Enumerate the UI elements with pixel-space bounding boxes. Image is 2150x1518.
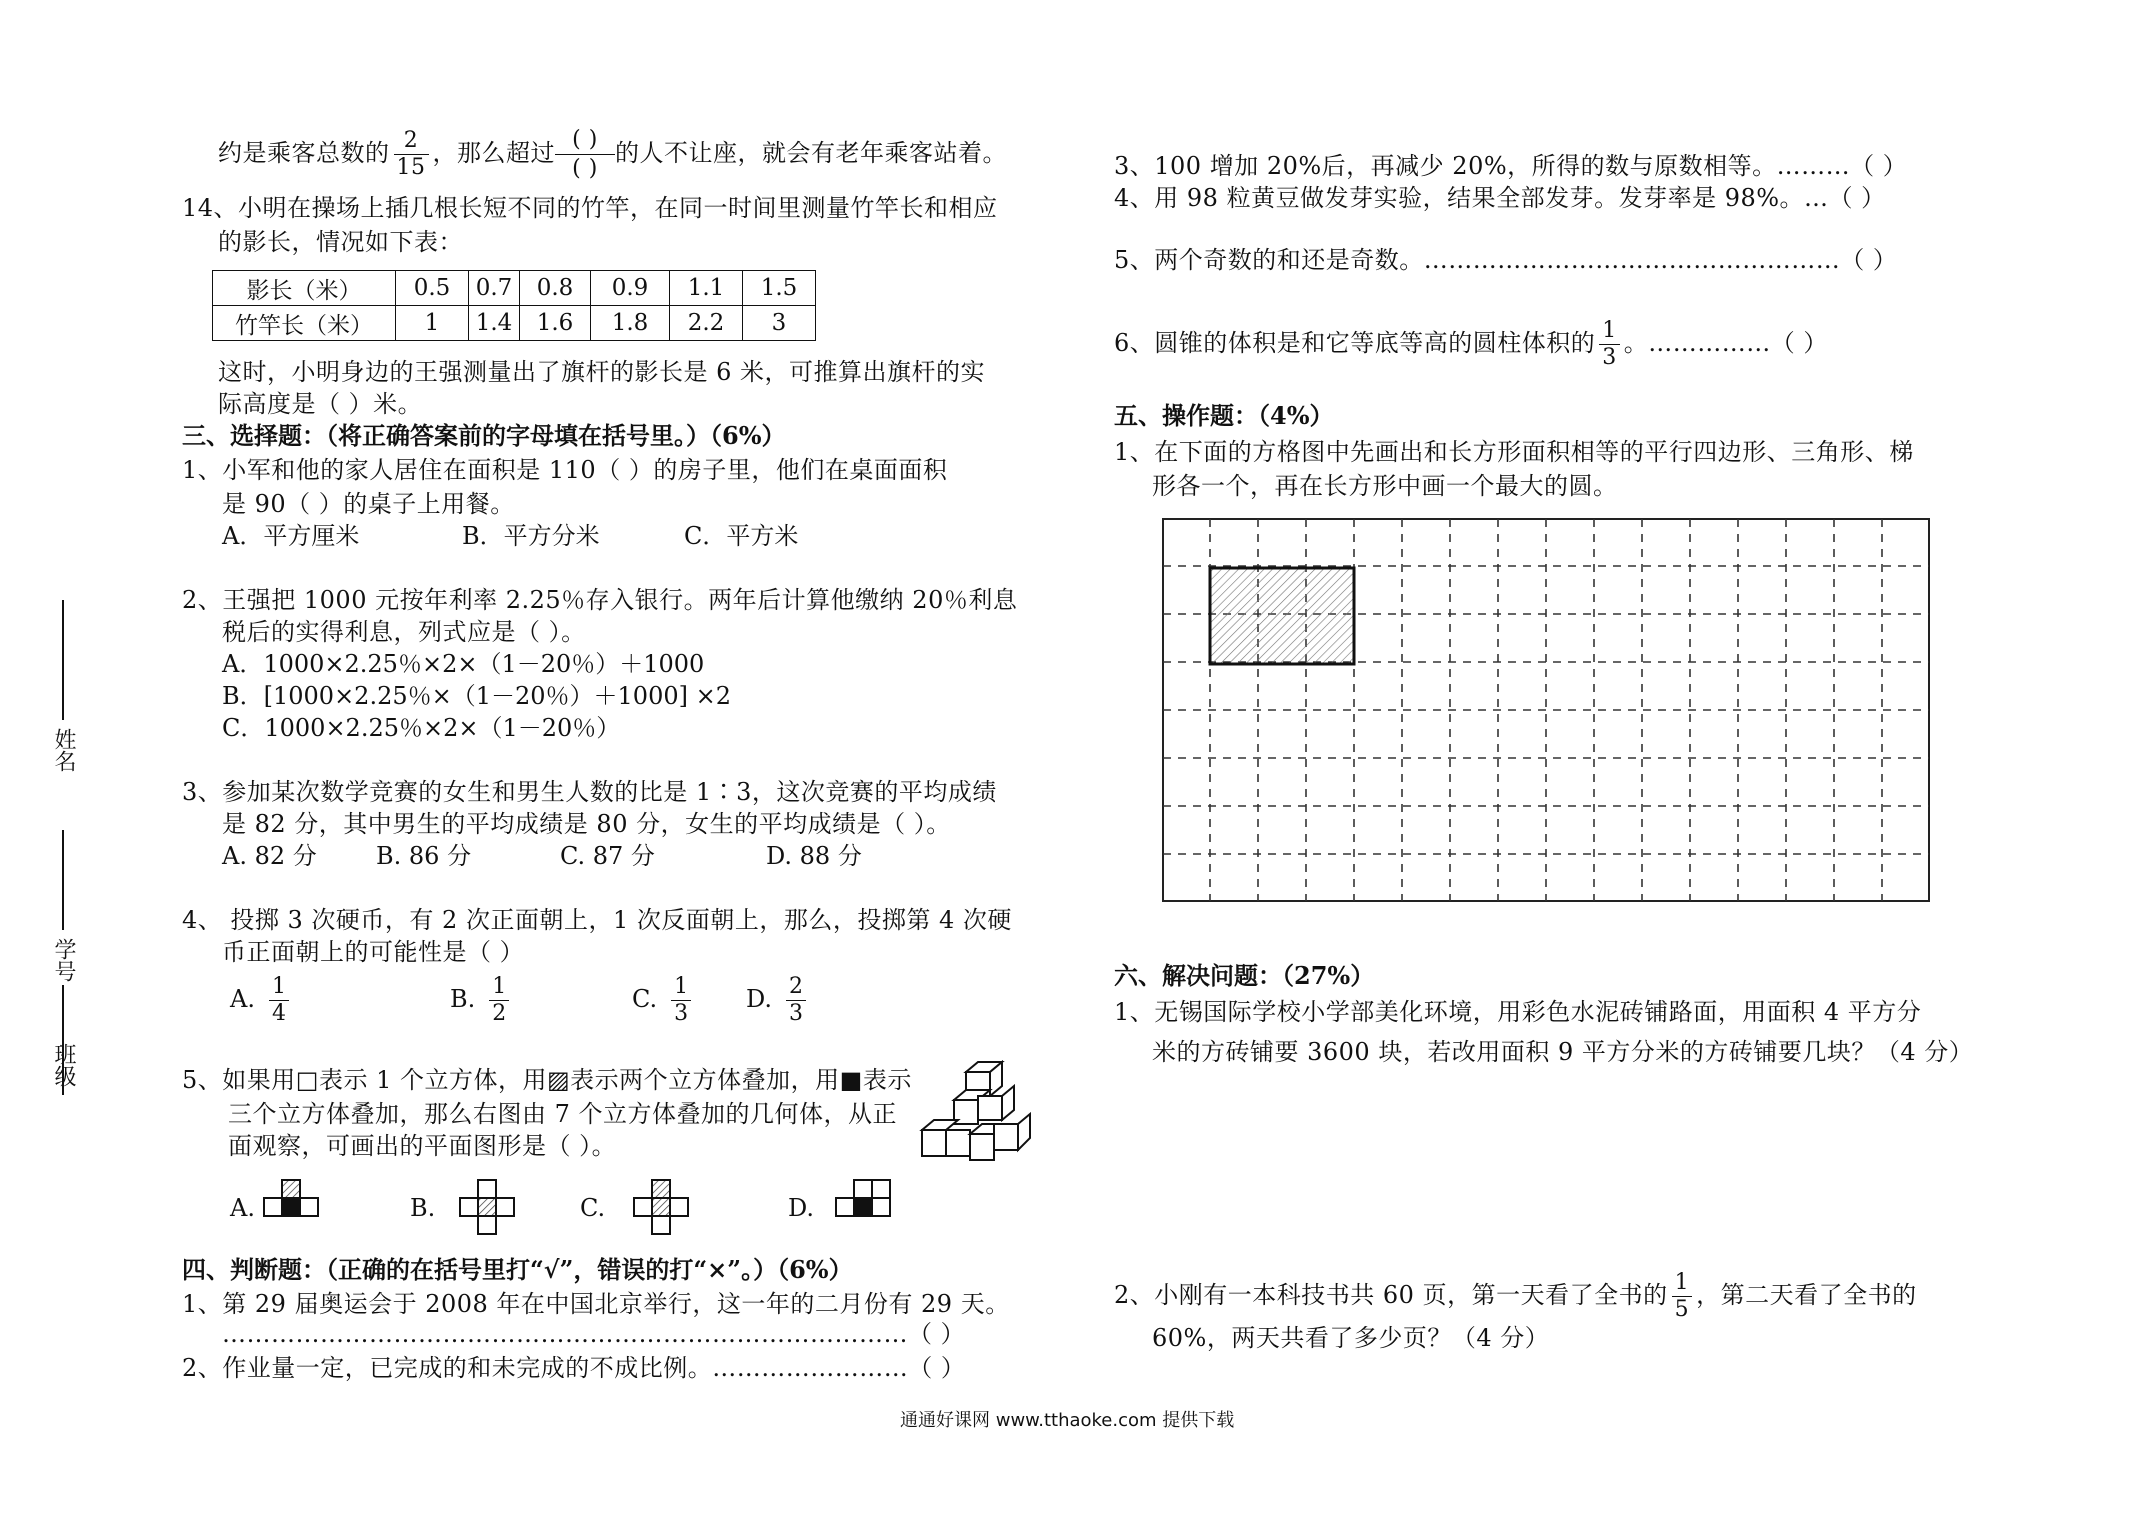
id-line — [62, 830, 64, 930]
operation-1-line1: 1、在下面的方格图中先画出和长方形面积相等的平行四边形、三角形、梯 — [1114, 438, 1914, 466]
option-label: D. — [746, 985, 773, 1013]
judge-6-text-b: 。……………（ ） — [1623, 329, 1828, 357]
choice-3-line2: 是 82 分，其中男生的平均成绩是 80 分，女生的平均成绩是（ ）。 — [222, 810, 951, 838]
choice-4-option-b[interactable] — [450, 974, 513, 1027]
section-5-title: 五、操作题：（4%） — [1114, 401, 1334, 430]
q13-frac-den: 15 — [396, 155, 426, 180]
choice-2-option-a[interactable]: A．1000×2.25％×2×（1－20％）＋1000 — [222, 650, 705, 678]
choice-4-option-d[interactable] — [746, 974, 810, 1027]
choice-1-option-c[interactable]: C．平方米 — [684, 522, 799, 550]
judge-1-line1: 1、第 29 届奥运会于 2008 年在中国北京举行，这一年的二月份有 29 天。 — [182, 1290, 1010, 1318]
shadow-table — [212, 270, 816, 341]
section-6-title: 六、解决问题：（27%） — [1114, 961, 1375, 990]
option-fraction — [786, 974, 806, 1027]
table-cell: 1 — [396, 306, 469, 341]
frac-num: 1 — [671, 974, 691, 1001]
id-label: 学号 — [51, 938, 76, 982]
choice-1-option-b[interactable]: B．平方分米 — [462, 522, 600, 550]
option-label: C. — [632, 985, 658, 1013]
solve-2-text-a: 2、小刚有一本科技书共 60 页，第一天看了全书的 — [1114, 1281, 1668, 1309]
frac-num: 1 — [489, 974, 509, 1001]
class-label-visible: 班级 — [51, 1043, 76, 1087]
option-label: A. — [230, 985, 255, 1013]
choice-5-line1: 5、如果用□表示 1 个立方体，用▨表示两个立方体叠加，用■表示 — [182, 1066, 912, 1094]
solve-2-line1 — [1114, 1270, 1917, 1323]
binding-margin — [40, 600, 100, 1120]
option-fraction — [489, 974, 509, 1027]
choice-3-option-d[interactable]: D. 88 分 — [766, 842, 862, 870]
table-row — [213, 306, 816, 341]
table-row — [213, 271, 816, 306]
choice-4-line2: 币正面朝上的可能性是（ ） — [222, 938, 525, 966]
table-cell: 1.4 — [469, 306, 520, 341]
frac-num: 2 — [786, 974, 806, 1001]
table-cell: 影长（米） — [213, 271, 396, 306]
solve-1-line1: 1、无锡国际学校小学部美化环境，用彩色水泥砖铺路面，用面积 4 平方分 — [1114, 998, 1922, 1026]
choice-3-option-c[interactable]: C. 87 分 — [560, 842, 655, 870]
frac-num: 1 — [1672, 1270, 1693, 1297]
q14-line4: 际高度是（ ）米。 — [218, 390, 423, 418]
table-cell: 3 — [743, 306, 816, 341]
choice-5-option-b[interactable] — [410, 1192, 435, 1224]
table-cell: 1.1 — [670, 271, 743, 306]
frac-den: 3 — [1602, 345, 1617, 370]
choice-4-option-c[interactable] — [632, 974, 695, 1027]
frac-den: 5 — [1674, 1297, 1690, 1322]
choice-5-option-c[interactable] — [580, 1192, 605, 1224]
judge-3-line: 3、100 增加 20%后，再减少 20%，所得的数与原数相等。………（ ） — [1114, 152, 1908, 180]
frac-den: 3 — [789, 1001, 804, 1026]
name-line — [62, 600, 64, 720]
choice-3-option-a[interactable]: A. 82 分 — [222, 842, 317, 870]
name-label: 姓名 — [51, 728, 76, 772]
table-cell: 1.6 — [520, 306, 591, 341]
solve-2-text-b: ，第二天看了全书的 — [1696, 1281, 1917, 1309]
judge-6-line — [1114, 318, 1828, 371]
cube-stack-figure — [918, 1060, 1038, 1170]
choice-5-option-d[interactable] — [788, 1192, 814, 1224]
judge-1-line2: …………………………………………………………………………（ ） — [222, 1320, 966, 1348]
q14-line3: 这时，小明身边的王强测量出了旗杆的影长是 6 米，可推算出旗杆的实 — [218, 358, 986, 386]
q13-frac-num: 2 — [394, 128, 429, 155]
choice-4-line1: 4、 投掷 3 次硬币，有 2 次正面朝上，1 次反面朝上，那么，投掷第 4 次硬 — [182, 906, 1012, 934]
judge-6-text-a: 6、圆锥的体积是和它等底等高的圆柱体积的 — [1114, 329, 1596, 357]
option-fraction — [671, 974, 691, 1027]
choice-1-option-a[interactable]: A．平方厘米 — [222, 522, 360, 550]
q14-line2: 的影长，情况如下表： — [218, 228, 463, 256]
choice-5-line2: 三个立方体叠加，那么右图由 7 个立方体叠加的几何体，从正 — [228, 1100, 898, 1128]
q13-text-b: ，那么超过 — [432, 139, 555, 167]
judge-4-line: 4、用 98 粒黄豆做发芽实验，结果全部发芽。发芽率是 98%。…（ ） — [1114, 184, 1886, 212]
q13-tail-line — [218, 126, 1007, 183]
solve-2-fraction — [1672, 1270, 1693, 1323]
q13-text-a: 约是乘客总数的 — [218, 139, 390, 167]
option-b-view-icon — [458, 1178, 518, 1238]
choice-4-option-a[interactable] — [230, 974, 293, 1027]
q14-line1: 14、小明在操场上插几根长短不同的竹竿，在同一时间里测量竹竿长和相应 — [182, 194, 998, 222]
option-label: A. — [230, 1194, 255, 1222]
table-cell: 1.8 — [591, 306, 670, 341]
option-label: B. — [450, 985, 476, 1013]
table-cell: 竹竿长（米） — [213, 306, 396, 341]
solve-2-line2: 60%，两天共看了多少页？（4 分） — [1152, 1324, 1550, 1352]
drawing-grid[interactable] — [1162, 518, 1932, 904]
solve-1-line2: 米的方砖铺要 3600 块，若改用面积 9 平方分米的方砖铺要几块？（4 分） — [1152, 1038, 1974, 1066]
option-label: B. — [410, 1194, 436, 1222]
choice-2-line2: 税后的实得利息，列式应是（ ）。 — [222, 618, 586, 646]
operation-1-line2: 形各一个，再在长方形中画一个最大的圆。 — [1152, 472, 1618, 500]
choice-3-option-b[interactable]: B. 86 分 — [376, 842, 472, 870]
section-3-title: 三、选择题：（将正确答案前的字母填在括号里。）（6%） — [182, 421, 786, 450]
table-cell: 0.8 — [520, 271, 591, 306]
judge-5-line: 5、两个奇数的和还是奇数。……………………………………………（ ） — [1114, 246, 1898, 274]
q13-blank-den: ( ) — [572, 156, 598, 181]
frac-num: 1 — [269, 974, 289, 1001]
choice-1-line1: 1、小军和他的家人居住在面积是 110（ ）的房子里，他们在桌面面积 — [182, 456, 948, 484]
judge-2-line: 2、作业量一定，已完成的和未完成的不成比例。……………………（ ） — [182, 1354, 966, 1382]
option-fraction — [269, 974, 289, 1027]
q13-blank-num: ( ) — [555, 126, 615, 155]
choice-3-line1: 3、参加某次数学竞赛的女生和男生人数的比是 1∶3，这次竞赛的平均成绩 — [182, 778, 997, 806]
table-cell: 0.9 — [591, 271, 670, 306]
table-cell: 2.2 — [670, 306, 743, 341]
choice-5-line3: 面观察，可画出的平面图形是（ ）。 — [228, 1132, 617, 1160]
option-c-view-icon — [632, 1178, 692, 1238]
option-label: C. — [580, 1194, 606, 1222]
frac-den: 2 — [492, 1001, 507, 1026]
q13-answer-blank[interactable] — [555, 126, 615, 183]
choice-5-option-a[interactable] — [230, 1192, 255, 1224]
frac-den: 4 — [271, 1001, 286, 1026]
q13-fraction — [394, 128, 429, 181]
frac-den: 3 — [674, 1001, 689, 1026]
frac-num: 1 — [1599, 318, 1620, 345]
table-cell: 1.5 — [743, 271, 816, 306]
footer-credit: 通通好课网 www.tthaoke.com 提供下载 — [900, 1410, 1235, 1431]
shaded-rectangle — [1210, 568, 1354, 664]
table-cell: 0.5 — [396, 271, 469, 306]
option-label: D. — [788, 1194, 815, 1222]
section-4-title: 四、判断题：（正确的在括号里打“√”，错误的打“×”。）（6%） — [182, 1255, 853, 1284]
choice-2-option-b[interactable]: B．[1000×2.25％×（1－20％）＋1000] ×2 — [222, 682, 731, 710]
judge-6-fraction — [1599, 318, 1620, 371]
choice-1-line2: 是 90（ ）的桌子上用餐。 — [222, 490, 515, 518]
q13-text-c: 的人不让座，就会有老年乘客站着。 — [615, 139, 1007, 167]
choice-2-line1: 2、王强把 1000 元按年利率 2.25％存入银行。两年后计算他缴纳 20％利息 — [182, 586, 1018, 614]
option-a-view-icon — [262, 1178, 322, 1222]
table-cell: 0.7 — [469, 271, 520, 306]
option-d-view-icon — [834, 1178, 894, 1222]
choice-2-option-c[interactable]: C．1000×2.25％×2×（1－20％） — [222, 714, 621, 742]
